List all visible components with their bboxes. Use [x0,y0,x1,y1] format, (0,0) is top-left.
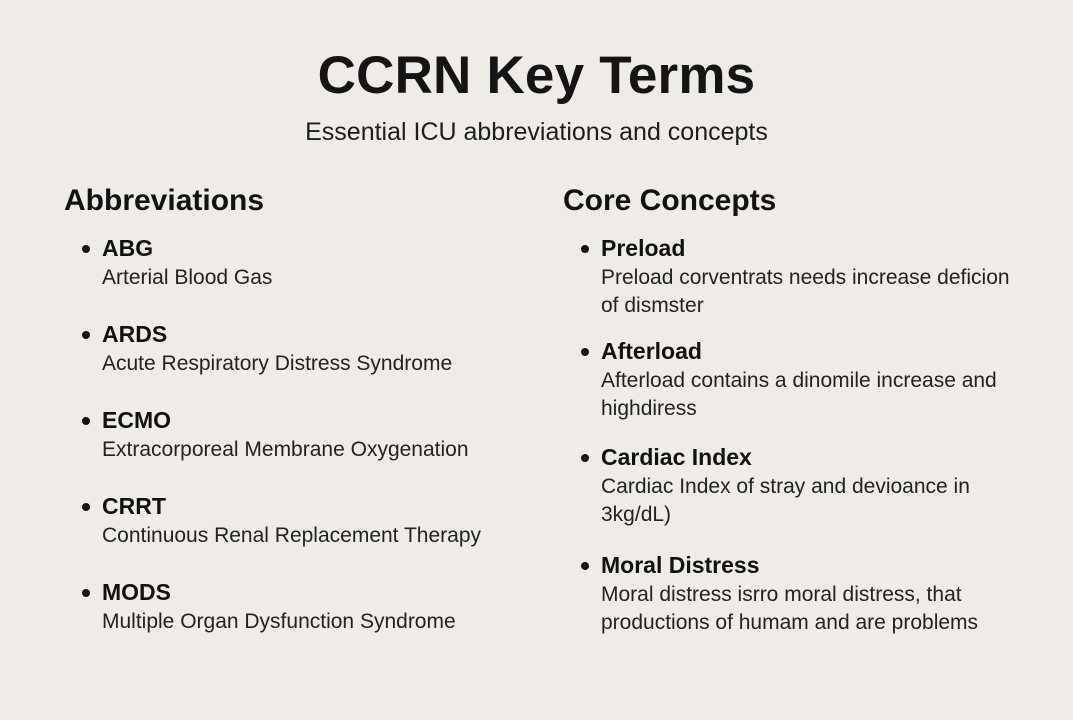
list-item [64,490,504,576]
list-item [563,549,1018,665]
term: ECMO [102,407,171,433]
abbreviations-heading: Abbreviations [64,184,265,217]
term: Preload [601,235,686,261]
term: MODS [102,579,171,605]
concepts-list [563,232,1018,665]
abbreviations-section [64,180,504,662]
term: Afterload [601,338,702,364]
definition: Acute Respiratory Distress Syndrome [102,352,453,375]
list-item [563,441,1018,549]
bullet-icon [82,503,90,511]
definition: Continuous Renal Replacement Therapy [102,524,482,547]
definition: Extracorporeal Membrane Oxygenation [102,438,469,461]
page-title: CCRN Key Terms [317,46,756,105]
term: ABG [102,235,154,261]
definition: Multiple Organ Dysfunction Syndrome [102,610,456,633]
list-item [64,318,504,404]
concepts-heading: Core Concepts [563,184,777,217]
page-subtitle: Essential ICU abbreviations and concepts [305,118,768,146]
term: ARDS [102,321,168,347]
definition: Afterload contains a dinomile increase and highdiress [601,369,997,420]
bullet-icon [581,348,589,356]
list-item [64,576,504,662]
definition: Preload corventrats needs increase deficion of dismster [601,266,1010,317]
bullet-icon [82,589,90,597]
list-item [563,232,1018,335]
bullet-icon [82,245,90,253]
concepts-section [563,180,1018,665]
bullet-icon [581,562,589,570]
term: Moral Distress [601,552,760,578]
term: CRRT [102,493,166,519]
list-item [64,232,504,318]
definition: Cardiac Index of stray and devioance in 3kg/dL) [601,475,970,526]
list-item [64,404,504,490]
definition: Moral distress isrro moral distress, that productions of humam and are problems [601,583,979,634]
bullet-icon [581,454,589,462]
bullet-icon [82,417,90,425]
abbreviations-list [64,232,504,662]
bullet-icon [581,245,589,253]
definition: Arterial Blood Gas [102,266,273,289]
term: Cardiac Index [601,444,752,470]
bullet-icon [82,331,90,339]
list-item [563,335,1018,441]
